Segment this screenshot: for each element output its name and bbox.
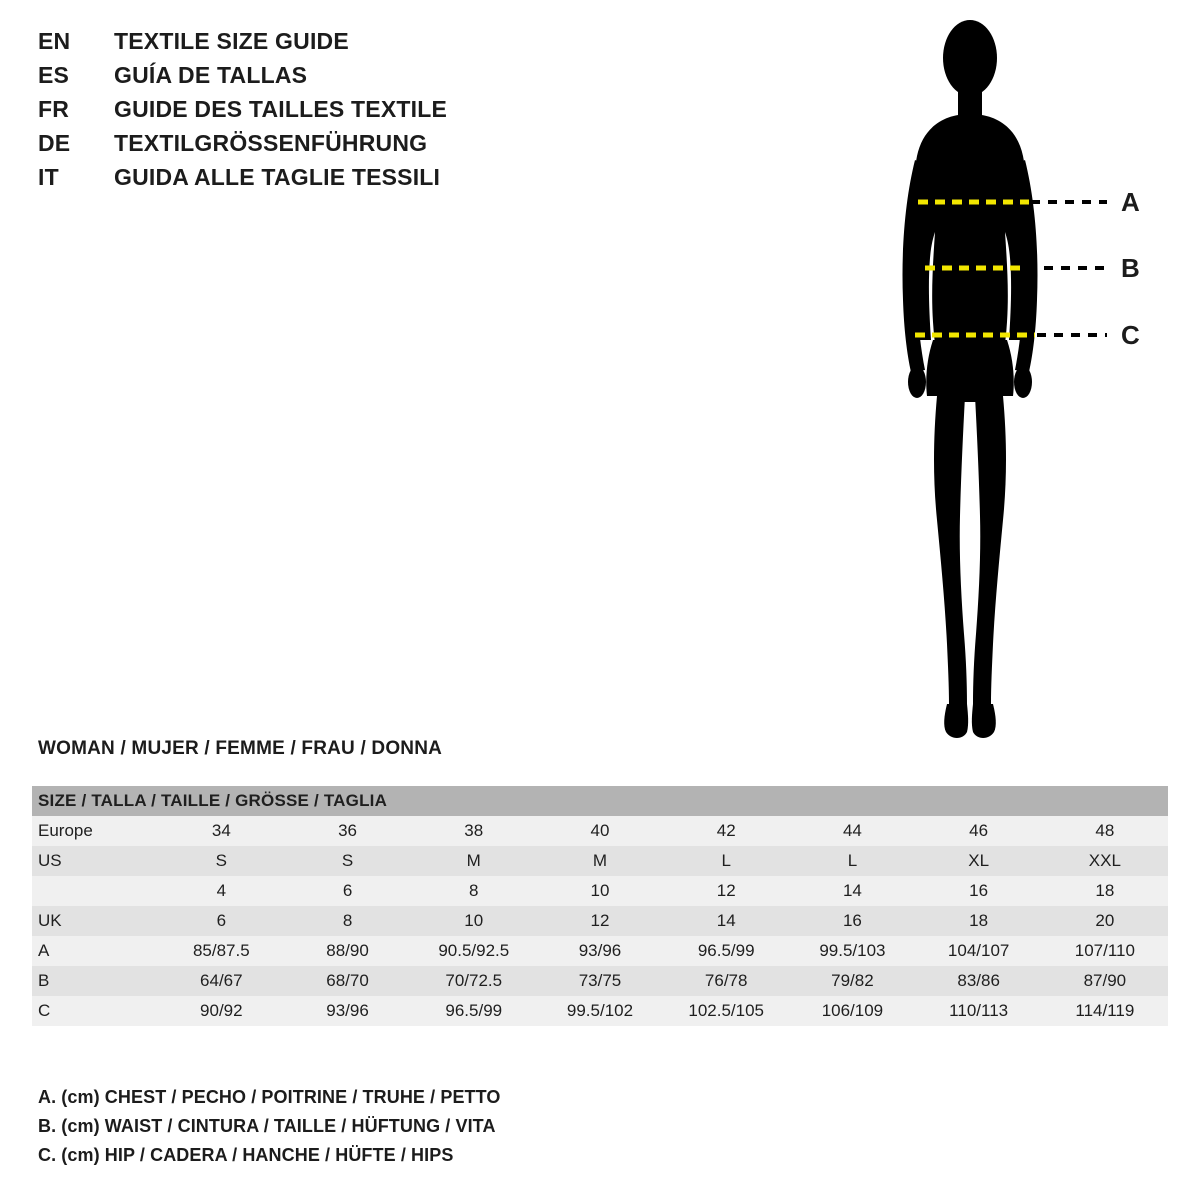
table-cell: 87/90 [1042, 966, 1168, 996]
title-row [38, 28, 558, 62]
row-label [32, 876, 158, 906]
table-cell: M [411, 846, 537, 876]
row-label: UK [32, 906, 158, 936]
female-silhouette-figure [845, 10, 1185, 750]
title-lang-code: ES [38, 62, 70, 88]
section-label-woman: WOMAN / MUJER / FEMME / FRAU / DONNA [38, 738, 443, 759]
table-cell: 83/86 [916, 966, 1042, 996]
table-header-label: SIZE / TALLA / TAILLE / GRÖSSE / TAGLIA [32, 786, 1168, 816]
silhouette-body [903, 20, 1038, 738]
table-cell: 44 [789, 816, 915, 846]
title-text: GUIDE DES TAILLES TEXTILE [114, 96, 447, 122]
table-cell: 12 [537, 906, 663, 936]
title-block [38, 28, 558, 198]
marker-label-c: C [1121, 320, 1140, 350]
table-cell: 14 [663, 906, 789, 936]
table-cell: 8 [284, 906, 410, 936]
table-cell: 42 [663, 816, 789, 846]
table-cell: 106/109 [789, 996, 915, 1026]
footnotes-block [38, 1088, 738, 1175]
table-header-row [32, 786, 1168, 816]
footnote-c: C. (cm) HIP / CADERA / HANCHE / HÜFTE / HIPS [38, 1145, 454, 1165]
table-row [32, 816, 1168, 846]
title-text: GUÍA DE TALLAS [114, 62, 308, 88]
table-cell: 85/87.5 [158, 936, 284, 966]
table-row [32, 996, 1168, 1026]
table-cell: S [284, 846, 410, 876]
table-cell: 90/92 [158, 996, 284, 1026]
title-text: TEXTILE SIZE GUIDE [114, 28, 349, 54]
table-cell: M [537, 846, 663, 876]
table-cell: 107/110 [1042, 936, 1168, 966]
table-row [32, 936, 1168, 966]
table-cell: 4 [158, 876, 284, 906]
table-cell: 110/113 [916, 996, 1042, 1026]
table-cell: 64/67 [158, 966, 284, 996]
table-cell: 90.5/92.5 [411, 936, 537, 966]
table-cell: 68/70 [284, 966, 410, 996]
title-row [38, 164, 558, 198]
table-row [32, 966, 1168, 996]
table-cell: 40 [537, 816, 663, 846]
title-row [38, 130, 558, 164]
row-label: A [32, 936, 158, 966]
marker-label-b: B [1121, 253, 1140, 283]
table-cell: 99.5/103 [789, 936, 915, 966]
table-cell: 104/107 [916, 936, 1042, 966]
table-cell: 16 [916, 876, 1042, 906]
title-row [38, 96, 558, 130]
table-cell: 14 [789, 876, 915, 906]
title-text: TEXTILGRÖSSENFÜHRUNG [114, 130, 428, 156]
table-cell: 6 [284, 876, 410, 906]
row-label: C [32, 996, 158, 1026]
table-cell: 18 [1042, 876, 1168, 906]
table-row [32, 846, 1168, 876]
table-cell: 93/96 [537, 936, 663, 966]
size-table [32, 786, 1168, 1026]
table-cell: 70/72.5 [411, 966, 537, 996]
table-row [32, 906, 1168, 936]
table-cell: 38 [411, 816, 537, 846]
table-cell: S [158, 846, 284, 876]
title-lang-code: FR [38, 96, 70, 122]
table-row [32, 876, 1168, 906]
footnote-a: A. (cm) CHEST / PECHO / POITRINE / TRUHE / PETTO [38, 1087, 501, 1107]
table-cell: XXL [1042, 846, 1168, 876]
table-cell: 96.5/99 [663, 936, 789, 966]
marker-label-a: A [1121, 187, 1140, 217]
title-text: GUIDA ALLE TAGLIE TESSILI [114, 164, 441, 190]
table-cell: 79/82 [789, 966, 915, 996]
title-lang-code: EN [38, 28, 71, 54]
table-cell: 99.5/102 [537, 996, 663, 1026]
table-cell: 18 [916, 906, 1042, 936]
table-cell: L [789, 846, 915, 876]
title-lang-code: IT [38, 164, 59, 190]
table-cell: 36 [284, 816, 410, 846]
table-cell: 10 [537, 876, 663, 906]
table-cell: 88/90 [284, 936, 410, 966]
table-cell: 6 [158, 906, 284, 936]
table-cell: 93/96 [284, 996, 410, 1026]
table-cell: 48 [1042, 816, 1168, 846]
table-cell: 34 [158, 816, 284, 846]
row-label: B [32, 966, 158, 996]
table-cell: 96.5/99 [411, 996, 537, 1026]
table-cell: 114/119 [1042, 996, 1168, 1026]
table-cell: XL [916, 846, 1042, 876]
row-label: Europe [32, 816, 158, 846]
table-cell: 73/75 [537, 966, 663, 996]
footnote-b: B. (cm) WAIST / CINTURA / TAILLE / HÜFTUNG / VITA [38, 1116, 496, 1136]
table-cell: 8 [411, 876, 537, 906]
table-cell: 16 [789, 906, 915, 936]
row-label: US [32, 846, 158, 876]
table-cell: 46 [916, 816, 1042, 846]
table-cell: 10 [411, 906, 537, 936]
table-cell: 12 [663, 876, 789, 906]
table-cell: 102.5/105 [663, 996, 789, 1026]
title-lang-code: DE [38, 130, 71, 156]
table-cell: L [663, 846, 789, 876]
size-table-wrapper [32, 786, 1168, 1026]
table-cell: 76/78 [663, 966, 789, 996]
table-cell: 20 [1042, 906, 1168, 936]
title-row [38, 62, 558, 96]
